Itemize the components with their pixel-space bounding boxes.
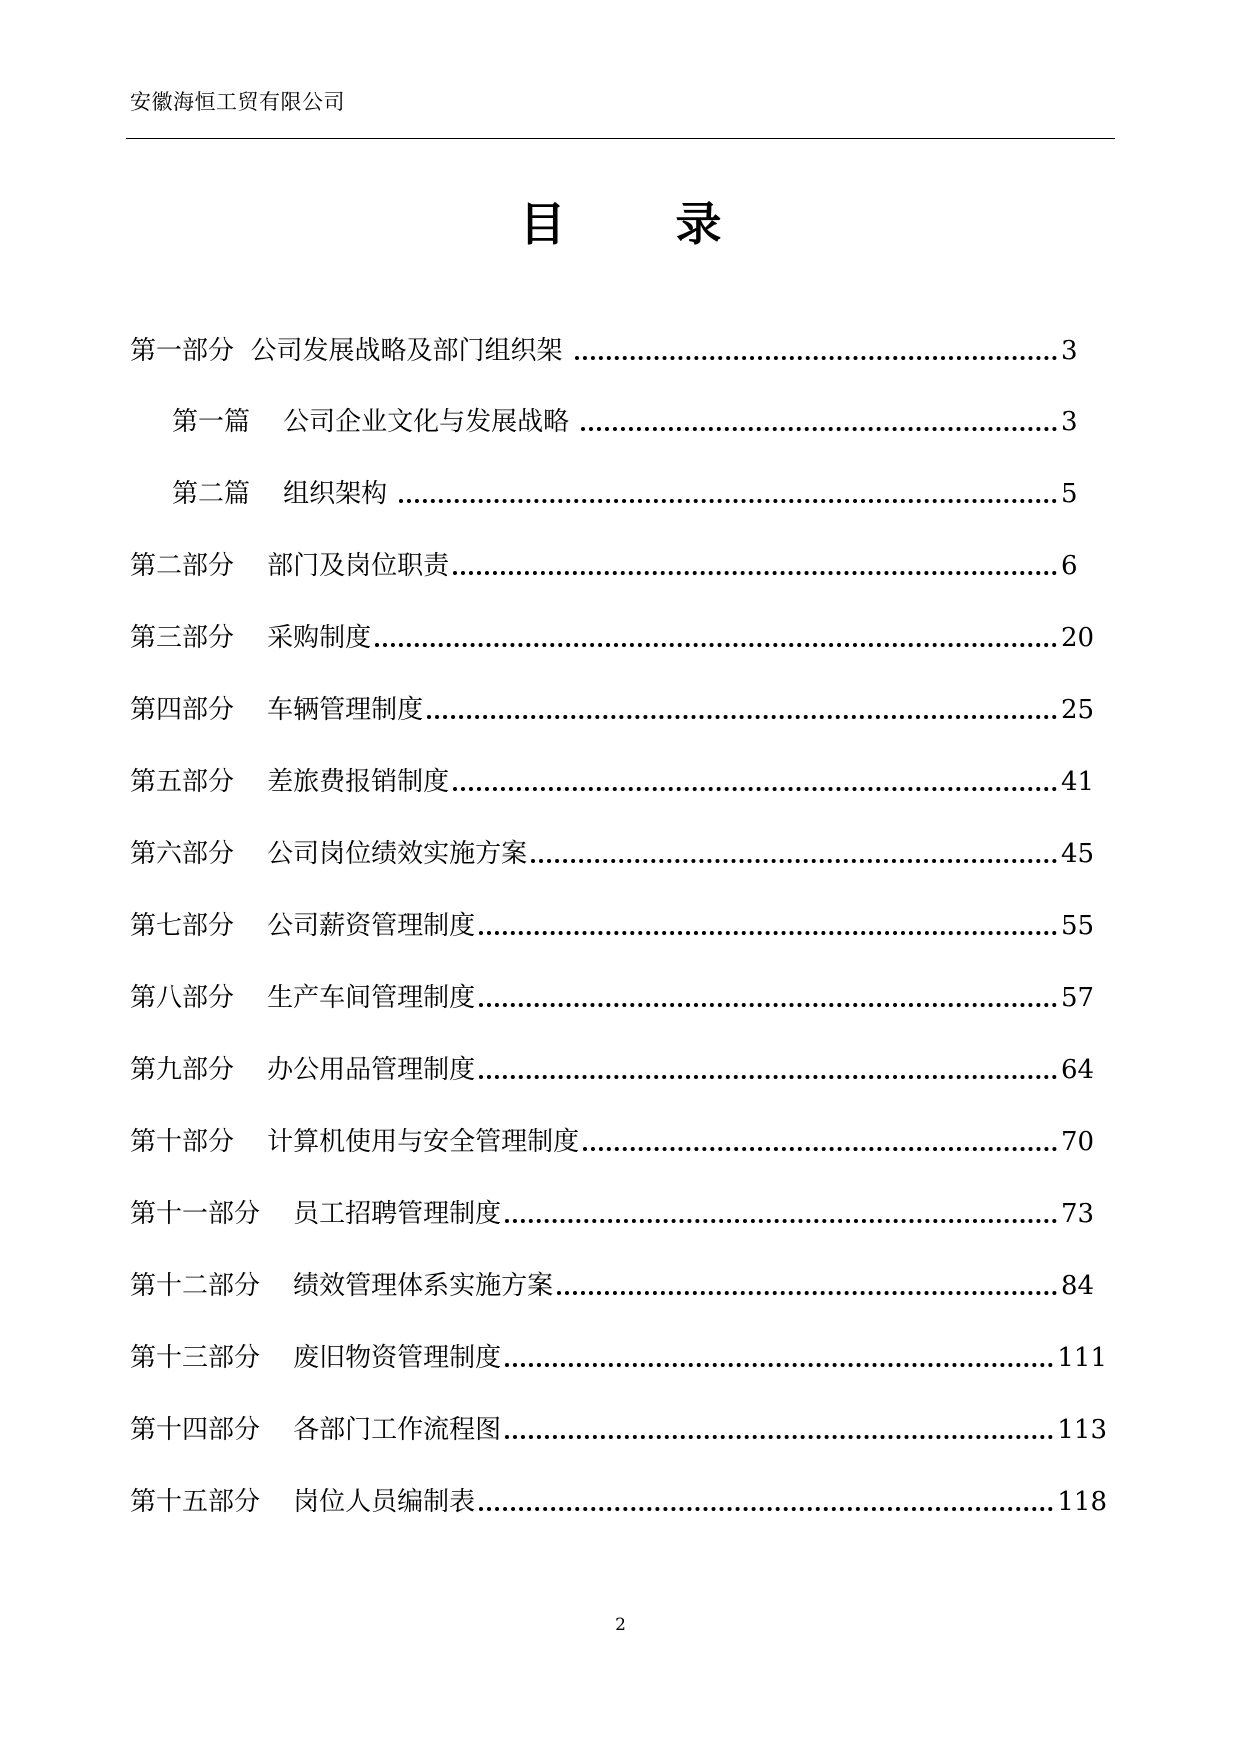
toc-entry-part: 第十一部分 xyxy=(130,1199,294,1229)
toc-entry[interactable] xyxy=(130,762,1107,802)
toc-entry-title: 部门及岗位职责 xyxy=(267,551,450,581)
toc-entry-page: 3 xyxy=(1061,336,1078,366)
toc-entry-leader xyxy=(453,787,1057,791)
toc-entry-title: 公司薪资管理制度 xyxy=(267,911,476,941)
toc-entry-title: 计算机使用与安全管理制度 xyxy=(267,1127,580,1157)
toc-entry[interactable] xyxy=(130,546,1107,586)
toc-entry-page: 55 xyxy=(1061,911,1095,941)
toc-entry[interactable] xyxy=(130,1410,1107,1450)
toc-entry-page: 118 xyxy=(1057,1487,1107,1517)
toc-entry[interactable] xyxy=(130,1194,1107,1234)
toc-entry-title: 绩效管理体系实施方案 xyxy=(293,1271,554,1301)
toc-entry-title: 组织架构 xyxy=(283,479,396,509)
toc-entry-title: 办公用品管理制度 xyxy=(267,1055,476,1085)
toc-entry-part: 第十四部分 xyxy=(130,1415,294,1445)
toc-entry-page: 57 xyxy=(1061,983,1095,1013)
company-header: 安徽海恒工贸有限公司 xyxy=(130,90,345,114)
toc-entry-leader xyxy=(557,1291,1057,1295)
page-title: 目录 xyxy=(519,197,832,251)
toc-entry[interactable] xyxy=(130,834,1107,874)
toc-entry-page: 25 xyxy=(1061,695,1095,725)
toc-entry-part: 第五部分 xyxy=(130,767,268,797)
toc-entry[interactable] xyxy=(130,1122,1107,1162)
toc-entry-page: 41 xyxy=(1061,767,1095,797)
toc-entry[interactable] xyxy=(130,1338,1107,1378)
toc-entry-title: 公司岗位绩效实施方案 xyxy=(267,839,528,869)
toc-entry-part: 第八部分 xyxy=(130,983,268,1013)
toc-entry-title: 各部门工作流程图 xyxy=(293,1415,502,1445)
toc-entry-leader xyxy=(505,1363,1053,1367)
toc-entry-page: 45 xyxy=(1061,839,1095,869)
toc-entry-leader xyxy=(427,715,1057,719)
toc-entry[interactable] xyxy=(130,331,1107,371)
toc-entry-part: 第三部分 xyxy=(130,623,268,653)
toc-entry-part: 第九部分 xyxy=(130,1055,268,1085)
toc-entry-leader xyxy=(479,1003,1057,1007)
toc-entry-title: 差旅费报销制度 xyxy=(267,767,450,797)
toc-entry-leader xyxy=(399,499,1057,503)
toc-entry-leader xyxy=(583,1147,1057,1151)
toc-entry-part: 第十部分 xyxy=(130,1127,268,1157)
toc-entry[interactable] xyxy=(172,474,1107,514)
toc-entry[interactable] xyxy=(130,1266,1107,1306)
toc-entry-part: 第二篇 xyxy=(172,479,284,509)
toc-entry[interactable] xyxy=(130,690,1107,730)
toc-entry-leader xyxy=(581,427,1057,431)
toc-entry-title: 采购制度 xyxy=(267,623,372,653)
toc-entry-title: 车辆管理制度 xyxy=(267,695,424,725)
header-divider xyxy=(126,138,1115,139)
toc-entry-title: 生产车间管理制度 xyxy=(267,983,476,1013)
toc-entry-part: 第十五部分 xyxy=(130,1487,294,1517)
toc-entry-part: 第二部分 xyxy=(130,551,268,581)
toc-entry-part: 第一部分 xyxy=(130,336,251,366)
toc-entry[interactable] xyxy=(130,906,1107,946)
toc-entry[interactable] xyxy=(130,1482,1107,1522)
toc-entry-leader xyxy=(505,1219,1057,1223)
toc-entry-leader xyxy=(453,571,1057,575)
toc-entry-part: 第七部分 xyxy=(130,911,268,941)
toc-entry-leader xyxy=(479,931,1057,935)
toc-entry-leader xyxy=(531,859,1057,863)
toc-entry-part: 第四部分 xyxy=(130,695,268,725)
page-number: 2 xyxy=(615,1615,626,1635)
toc-entry-part: 第一篇 xyxy=(172,407,284,437)
toc-entry-page: 3 xyxy=(1061,407,1078,437)
toc-entry[interactable] xyxy=(172,402,1107,442)
toc-entry-leader xyxy=(575,356,1057,360)
toc-entry-leader xyxy=(505,1435,1053,1439)
toc-entry-page: 113 xyxy=(1057,1415,1107,1445)
toc-entry[interactable] xyxy=(130,618,1107,658)
toc-entry-leader xyxy=(479,1075,1057,1079)
toc-entry-title: 公司发展战略及部门组织架 xyxy=(250,336,571,366)
toc-entry-page: 111 xyxy=(1057,1343,1107,1373)
toc-entry-title: 员工招聘管理制度 xyxy=(293,1199,502,1229)
toc-entry-title: 公司企业文化与发展战略 xyxy=(283,407,578,437)
toc-entry-leader xyxy=(479,1507,1053,1511)
toc-entry[interactable] xyxy=(130,978,1107,1018)
toc-entry-page: 64 xyxy=(1061,1055,1095,1085)
toc-entry-part: 第十二部分 xyxy=(130,1271,294,1301)
toc-entry-part: 第十三部分 xyxy=(130,1343,294,1373)
toc-entry-page: 5 xyxy=(1061,479,1078,509)
toc-entry-page: 84 xyxy=(1061,1271,1095,1301)
toc-entry-title: 岗位人员编制表 xyxy=(293,1487,476,1517)
toc-entry-page: 70 xyxy=(1061,1127,1095,1157)
toc-entry-page: 20 xyxy=(1061,623,1095,653)
toc-entry-part: 第六部分 xyxy=(130,839,268,869)
toc-entry[interactable] xyxy=(130,1050,1107,1090)
toc-entry-title: 废旧物资管理制度 xyxy=(293,1343,502,1373)
toc-entry-page: 6 xyxy=(1061,551,1078,581)
toc-entry-leader xyxy=(375,643,1057,647)
toc-entry-page: 73 xyxy=(1061,1199,1095,1229)
